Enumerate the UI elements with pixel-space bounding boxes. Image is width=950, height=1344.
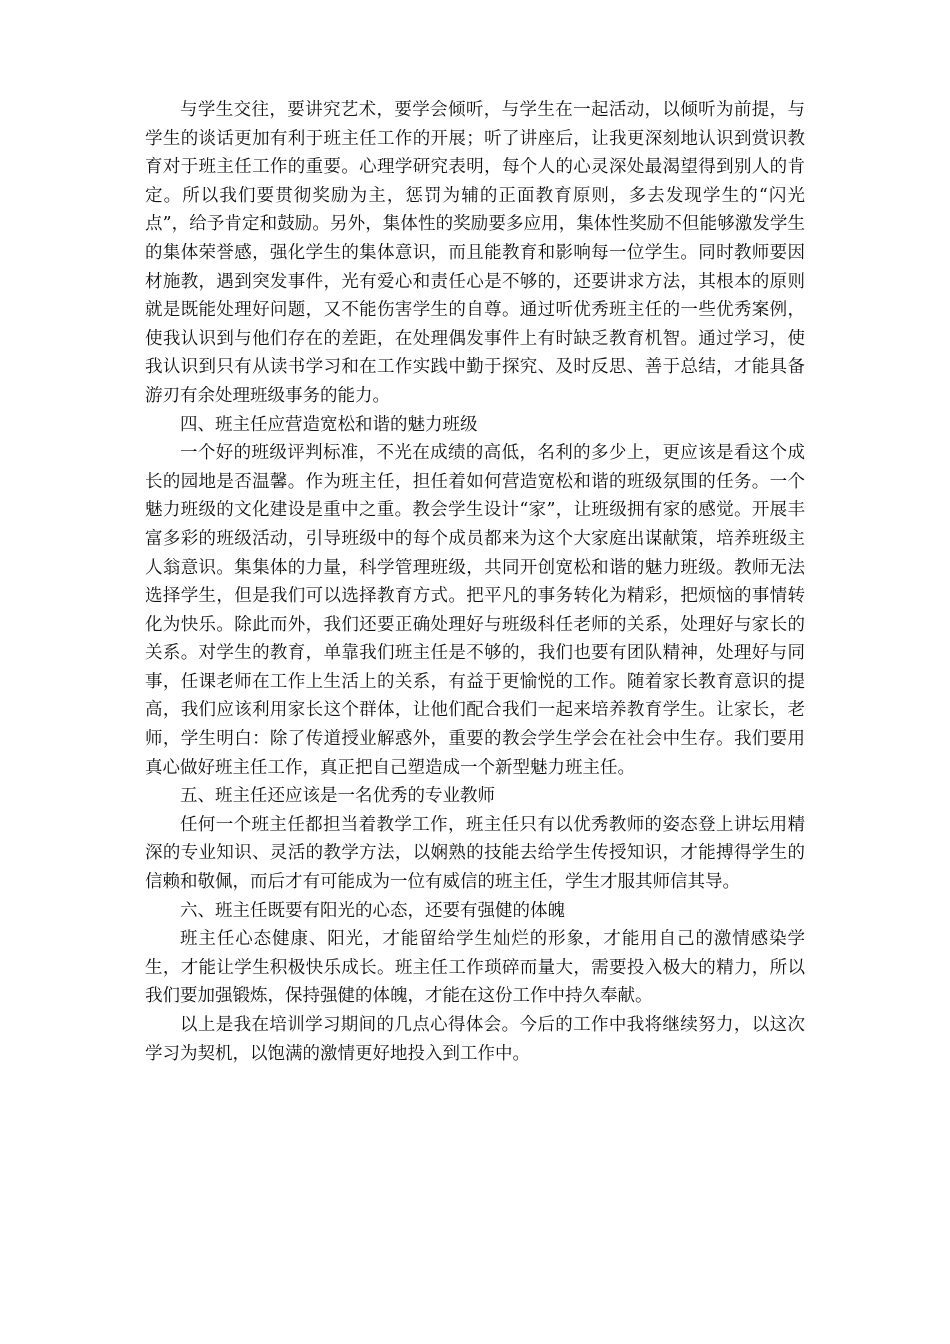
paragraph-professional-teacher: 任何一个班主任都担当着教学工作，班主任只有以优秀教师的姿态登上讲坛用精深的专业知识、灵活的教学方法，以娴熟的技能去给学生传授知识，才能搏得学生的信赖和敬佩，而后才有可能成为一位有威信的班主任，学生才服其师信其导。 [145, 814, 805, 893]
paragraph-conclusion: 以上是我在培训学习期间的几点心得体会。今后的工作中我将继续努力，以这次学习为契机，以饱满的激情更好地投入到工作中。 [145, 1015, 805, 1064]
document-body [145, 96, 805, 1068]
paragraph-mindset-health: 班主任心态健康、阳光，才能留给学生灿烂的形象，才能用自己的激情感染学生，才能让学生积极快乐成长。班主任工作琐碎而量大，需要投入极大的精力，所以我们要加强锻炼，保持强健的体魄，才能在这份工作中持久奉献。 [145, 929, 805, 1007]
section-heading-6: 六、班主任既要有阳光的心态，还要有强健的体魄 [180, 900, 565, 921]
section-heading-5: 五、班主任还应该是一名优秀的专业教师 [180, 786, 495, 807]
section-heading-4: 四、班主任应营造宽松和谐的魅力班级 [180, 414, 478, 435]
paragraph-charm-class: 一个好的班级评判标准，不光在成绩的高低，名利的多少上，更应该是看这个成长的园地是否温馨。作为班主任，担任着如何营造宽松和谐的班级氛围的任务。一个魅力班级的文化建设是重中之重。教会学生设计“家”，让班级拥有家的感觉。开展丰富多彩的班级活动，引导班级中的每个成员都来为这个大家庭出谋献策，培养班级主人翁意识。集集体的力量，科学管理班级，共同开创宽松和谐的魅力班级。教师无法选择学生，但是我们可以选择教育方式。把平凡的事务转化为精彩，把烦恼的事情转化为快乐。除此而外，我们还要正确处理好与班级科任老师的关系，处理好与家长的关系。对学生的教育，单靠我们班主任是不够的，我们也要有团队精神，处理好与同事，任课老师在工作上生活上的关系，有益于更愉悦的工作。随着家长教育意识的提高，我们应该利用家长这个群体，让他们配合我们一起来培养教育学生。让家长，老师，学生明白：除了传道授业解惑外，重要的教会学生学会在社会中生存。我们要用真心做好班主任工作，真正把自己塑造成一个新型魅力班主任。 [145, 443, 805, 778]
paragraph-communication: 与学生交往，要讲究艺术，要学会倾听，与学生在一起活动，以倾听为前提，与学生的谈话更加有利于班主任工作的开展；听了讲座后，让我更深刻地认识到赏识教育对于班主任工作的重要。心理学研究表明，每个人的心灵深处最渴望得到别人的肯定。所以我们要贯彻奖励为主，惩罚为辅的正面教育原则，多去发现学生的“闪光点”，给予肯定和鼓励。另外，集体性的奖励要多应用，集体性奖励不但能够激发学生的集体荣誉感，强化学生的集体意识，而且能教育和影响每一位学生。同时教师要因材施教，遇到突发事件，光有爱心和责任心是不够的，还要讲求方法，其根本的原则就是既能处理好问题，又不能伤害学生的自尊。通过听优秀班主任的一些优秀案例，使我认识到与他们存在的差距，在处理偶发事件上有时缺乏教育机智。通过学习，使我认识到只有从读书学习和在工作实践中勤于探究、及时反思、善于总结，才能具备游刃有余处理班级事务的能力。 [145, 100, 805, 406]
